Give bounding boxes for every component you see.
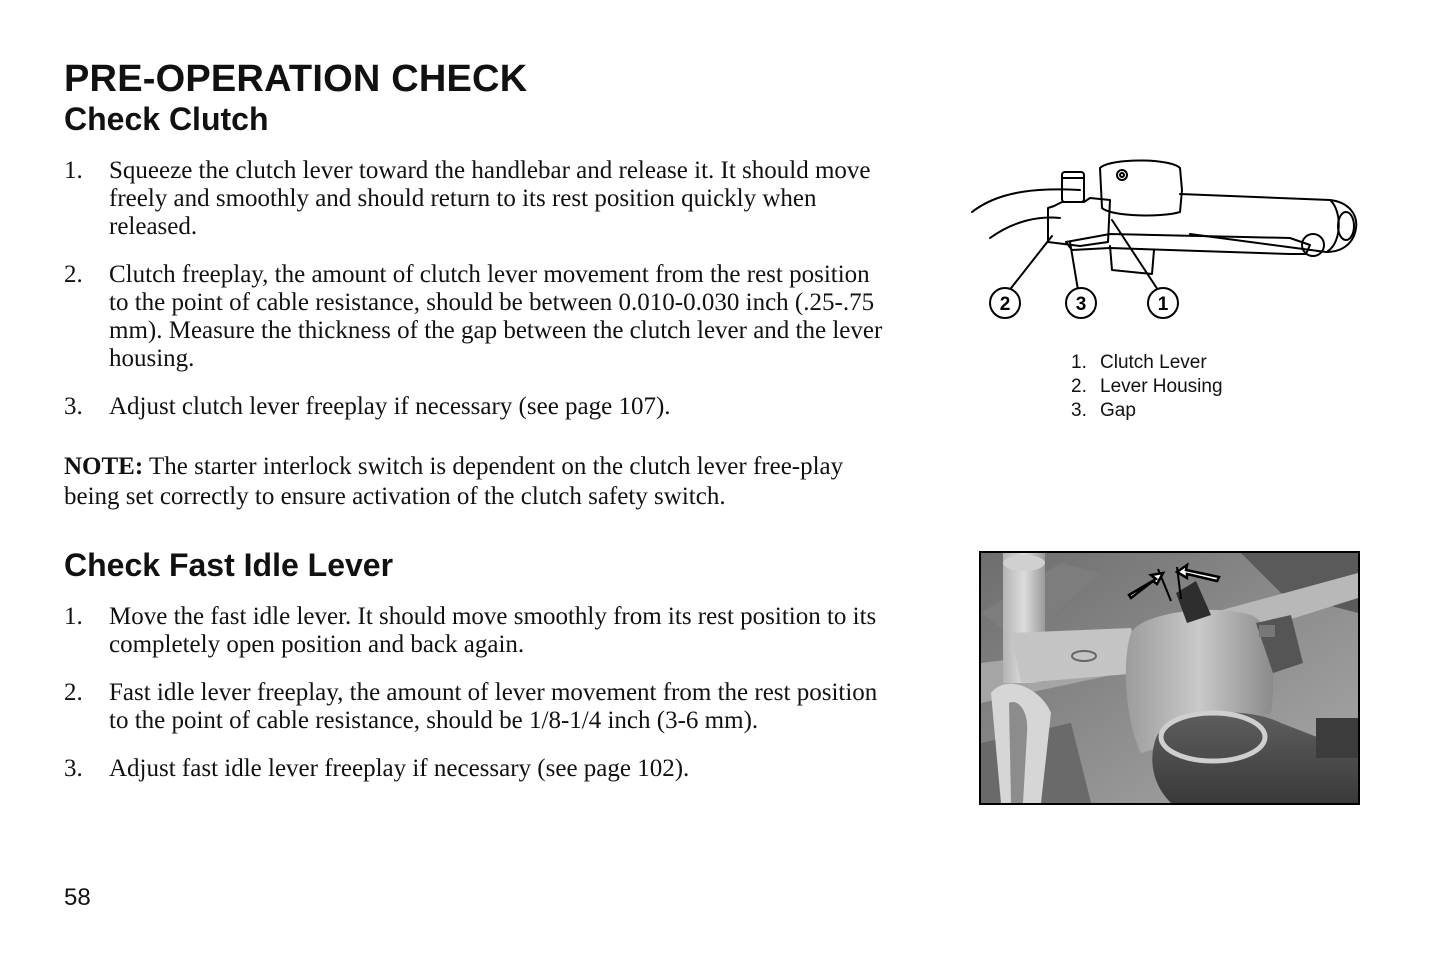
step-number: 2. [64,261,83,288]
step-number: 3. [64,393,83,420]
cable-line [972,189,1080,212]
list-item [64,603,884,659]
legend-item [1071,375,1223,399]
switch-block [1100,161,1182,216]
step-text: Adjust clutch lever freeplay if necessary (see page 107). [109,393,671,420]
page-title: PRE-OPERATION CHECK [64,58,528,100]
lever-ball-end [1302,234,1324,256]
cable-line [990,218,1060,238]
step-text: Move the fast idle lever. It should move smoothly from its rest position to its completely open position and back again. [109,603,877,658]
section-title-check-clutch: Check Clutch [64,101,269,137]
legend-item [1071,399,1223,423]
legend-label: Lever Housing [1100,376,1223,397]
callout-label: 2 [999,294,1011,315]
step-text: Adjust fast idle lever freeplay if necessary (see page 102). [109,755,690,782]
step-number: 2. [64,679,83,706]
callout-label: 3 [1075,294,1087,315]
leader-line-1 [1112,220,1158,290]
legend-number: 2. [1071,376,1087,397]
step-text: Clutch freeplay, the amount of clutch lever movement from the rest position to the point of cable resistance, should be between 0.010-0.030 inch (.25-.75 mm). Measure the thickness of the gap between the clutch lever and the lever housing. [109,261,883,372]
clutch-steps-list [64,157,884,421]
clutch-lever-blade [1066,234,1310,254]
clutch-lever-diagram [960,150,1380,330]
note-paragraph [64,452,884,512]
note-text: The starter interlock switch is dependent on the clutch lever free-play being set correctly to ensure activation of the clutch safety switch. [64,453,844,510]
step-text: Fast idle lever freeplay, the amount of lever movement from the rest position to the point of cable resistance, should be 1/8-1/4 inch (3-6 mm). [109,679,878,734]
legend-label: Clutch Lever [1100,352,1207,373]
step-number: 3. [64,755,83,782]
step-text: Squeeze the clutch lever toward the handlebar and release it. It should move freely and smoothly and should return to its rest position quickly when released. [109,157,871,240]
callout-markers [990,288,1178,318]
list-item [64,261,884,373]
list-item [64,755,884,783]
diagram-legend [1071,351,1223,423]
legend-number: 1. [1071,352,1087,373]
fast-idle-steps-list [64,603,884,783]
leader-line-2 [1008,236,1052,292]
handlebar-grip [1180,194,1356,252]
legend-item [1071,351,1223,375]
list-item [64,679,884,735]
fast-idle-lever-photo [979,551,1360,805]
adjuster-knob [1062,172,1084,202]
step-number: 1. [64,603,83,630]
list-item [64,157,884,241]
legend-number: 3. [1071,400,1087,421]
page-number: 58 [64,884,91,911]
legend-label: Gap [1100,400,1136,421]
section-title-check-fast-idle-lever: Check Fast Idle Lever [64,547,394,583]
callout-label: 1 [1157,294,1169,315]
step-number: 1. [64,157,83,184]
list-item [64,393,884,421]
note-label: NOTE: [64,453,144,480]
